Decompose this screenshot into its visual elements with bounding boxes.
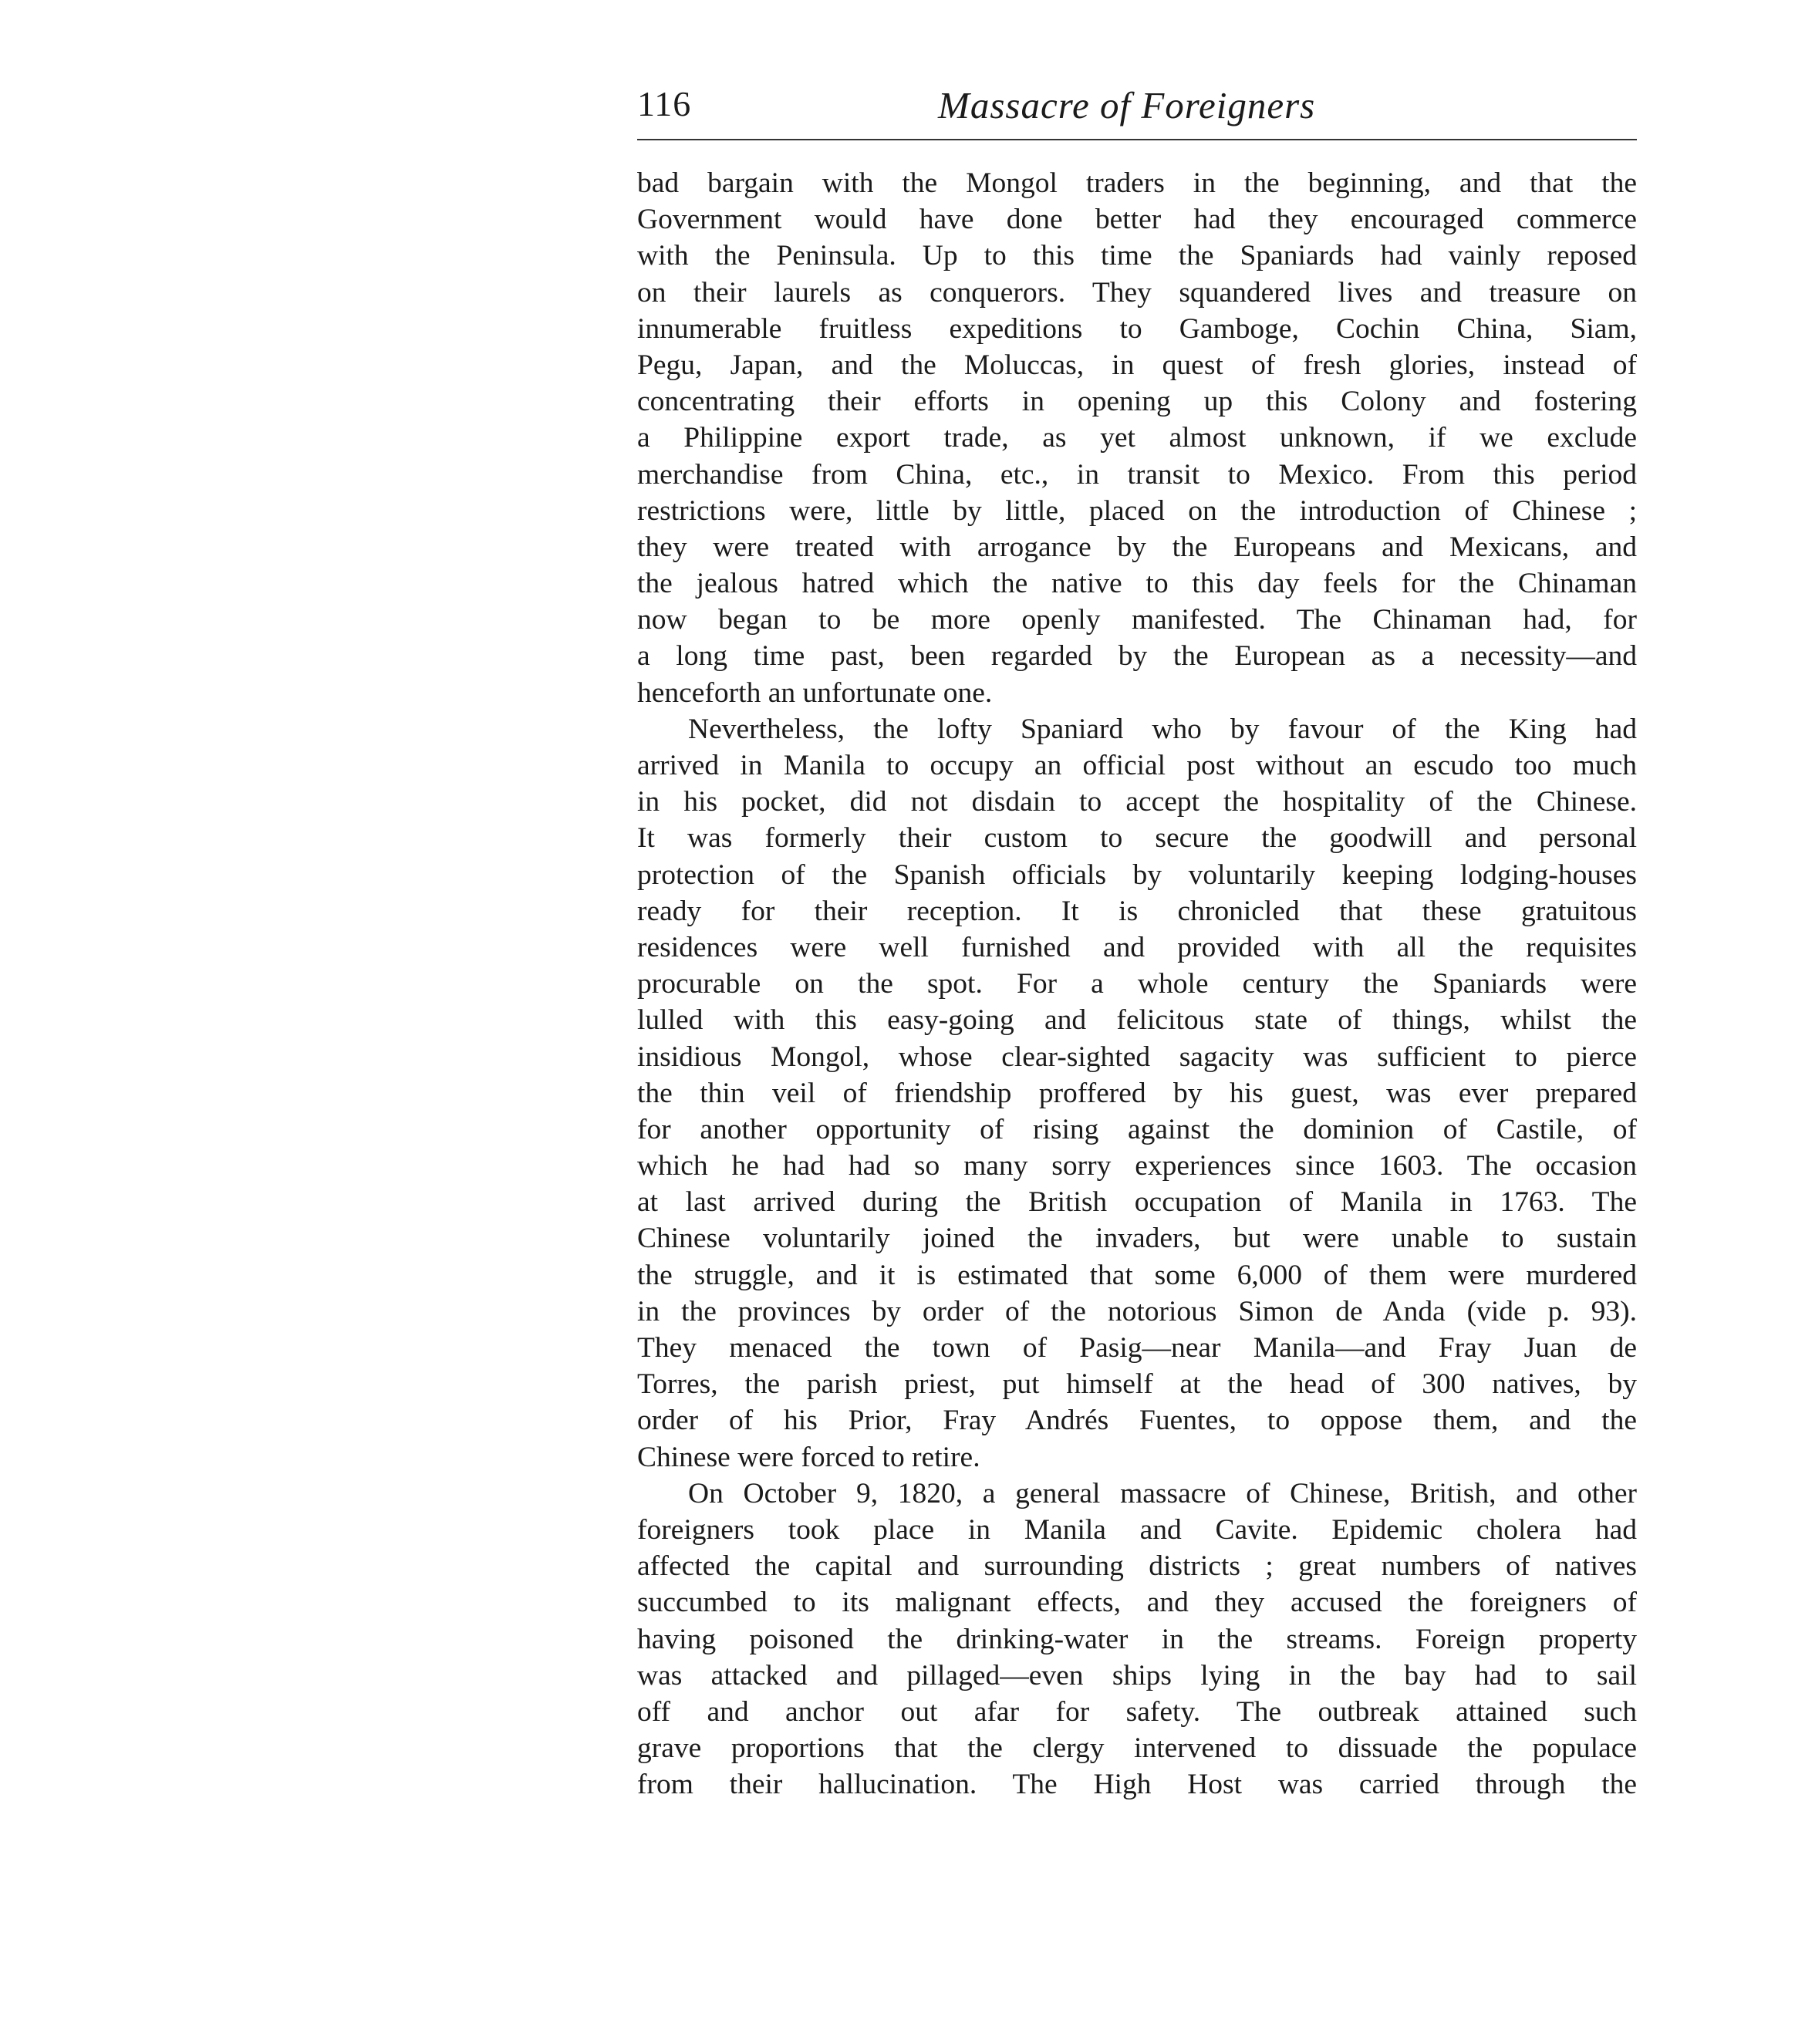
header-rule <box>637 139 1637 140</box>
text-line: the struggle, and it is estimated that some 6,000 of them were murdered <box>637 1259 1637 1291</box>
text-line: affected the capital and surrounding districts ; great numbers of natives <box>637 1550 1637 1583</box>
text-line: the thin veil of friendship proffered by his guest, was ever prepared <box>637 1077 1637 1109</box>
text-line: which he had had so many sorry experiences since 1603. The occasion <box>637 1150 1637 1182</box>
book-page <box>637 83 1637 1801</box>
text-line: Government would have done better had they encouraged commerce <box>637 204 1637 236</box>
text-line: on their laurels as conquerors. They squandered lives and treasure on <box>637 276 1637 309</box>
text-line: succumbed to its malignant effects, and they accused the foreigners of <box>637 1587 1637 1619</box>
running-head <box>637 83 1637 134</box>
text-line: procurable on the spot. For a whole century the Spaniards were <box>637 968 1637 1000</box>
text-line: arrived in Manila to occupy an official post without an escudo too much <box>637 750 1637 781</box>
text-line: Pegu, Japan, and the Moluccas, in quest of fresh glories, instead of <box>637 349 1637 381</box>
text-line: foreigners took place in Manila and Cavite. Epidemic cholera had <box>637 1513 1637 1546</box>
text-line: They menaced the town of Pasig—near Manila—and Fray Juan de <box>637 1332 1637 1364</box>
text-line: concentrating their efforts in opening up this Colony and fostering <box>637 386 1637 418</box>
text-line: It was formerly their custom to secure the goodwill and personal <box>637 822 1637 855</box>
text-line: at last arrived during the British occupation of Manila in 1763. The <box>637 1186 1637 1219</box>
text-line: henceforth an unfortunate one. <box>637 676 993 709</box>
text-line: a long time past, been regarded by the European as a necessity—and <box>637 640 1637 673</box>
text-line: the jealous hatred which the native to this day feels for the Chinaman <box>637 568 1637 600</box>
text-line: off and anchor out afar for safety. The outbreak attained such <box>637 1695 1637 1728</box>
text-line: from their hallucination. The High Host was carried through the <box>637 1769 1637 1801</box>
text-line: a Philippine export trade, as yet almost unknown, if we exclude <box>637 422 1637 454</box>
text-line: in his pocket, did not disdain to accept the hospitality of the Chinese. <box>637 786 1637 818</box>
text-line: ready for their reception. It is chronicled that these gratuitous <box>637 895 1637 927</box>
text-line: On October 9, 1820, a general massacre of Chinese, British, and other <box>688 1477 1637 1509</box>
text-line: they were treated with arrogance by the Europeans and Mexicans, and <box>637 531 1637 563</box>
text-line: merchandise from China, etc., in transit to Mexico. From this period <box>637 458 1637 491</box>
text-line: Chinese voluntarily joined the invaders, but were unable to sustain <box>637 1223 1637 1255</box>
text-line: Nevertheless, the lofty Spaniard who by favour of the King had <box>688 713 1637 745</box>
text-line: having poisoned the drinking-water in the streams. Foreign property <box>637 1623 1637 1655</box>
text-line: protection of the Spanish officials by voluntarily keeping lodging-houses <box>637 858 1637 891</box>
text-line: residences were well furnished and provided with all the requisites <box>637 931 1637 963</box>
text-line: innumerable fruitless expeditions to Gamboge, Cochin China, Siam, <box>637 312 1637 345</box>
text-line: order of his Prior, Fray Andrés Fuentes, to oppose them, and the <box>637 1405 1637 1437</box>
body-text <box>637 165 1637 1803</box>
text-line: bad bargain with the Mongol traders in the beginning, and that the <box>637 167 1637 199</box>
text-line: Torres, the parish priest, put himself at the head of 300 natives, by <box>637 1368 1637 1401</box>
text-line: now began to be more openly manifested. The Chinaman had, for <box>637 604 1637 636</box>
text-line: with the Peninsula. Up to this time the Spaniards had vainly reposed <box>637 240 1637 272</box>
text-line: Chinese were forced to retire. <box>637 1441 980 1473</box>
text-line: restrictions were, little by little, placed on the introduction of Chinese ; <box>637 494 1637 527</box>
text-line: in the provinces by order of the notorious Simon de Anda (vide p. 93). <box>637 1295 1637 1327</box>
running-title: Massacre of Foreigners <box>938 84 1316 126</box>
text-line: was attacked and pillaged—even ships lying in the bay had to sail <box>637 1659 1637 1692</box>
text-line: insidious Mongol, whose clear-sighted sagacity was sufficient to pierce <box>637 1041 1637 1073</box>
text-line: grave proportions that the clergy intervened to dissuade the populace <box>637 1732 1637 1765</box>
text-line: lulled with this easy-going and felicitous state of things, whilst the <box>637 1004 1637 1037</box>
page-number: 116 <box>637 84 692 123</box>
text-line: for another opportunity of rising against the dominion of Castile, of <box>637 1113 1637 1145</box>
